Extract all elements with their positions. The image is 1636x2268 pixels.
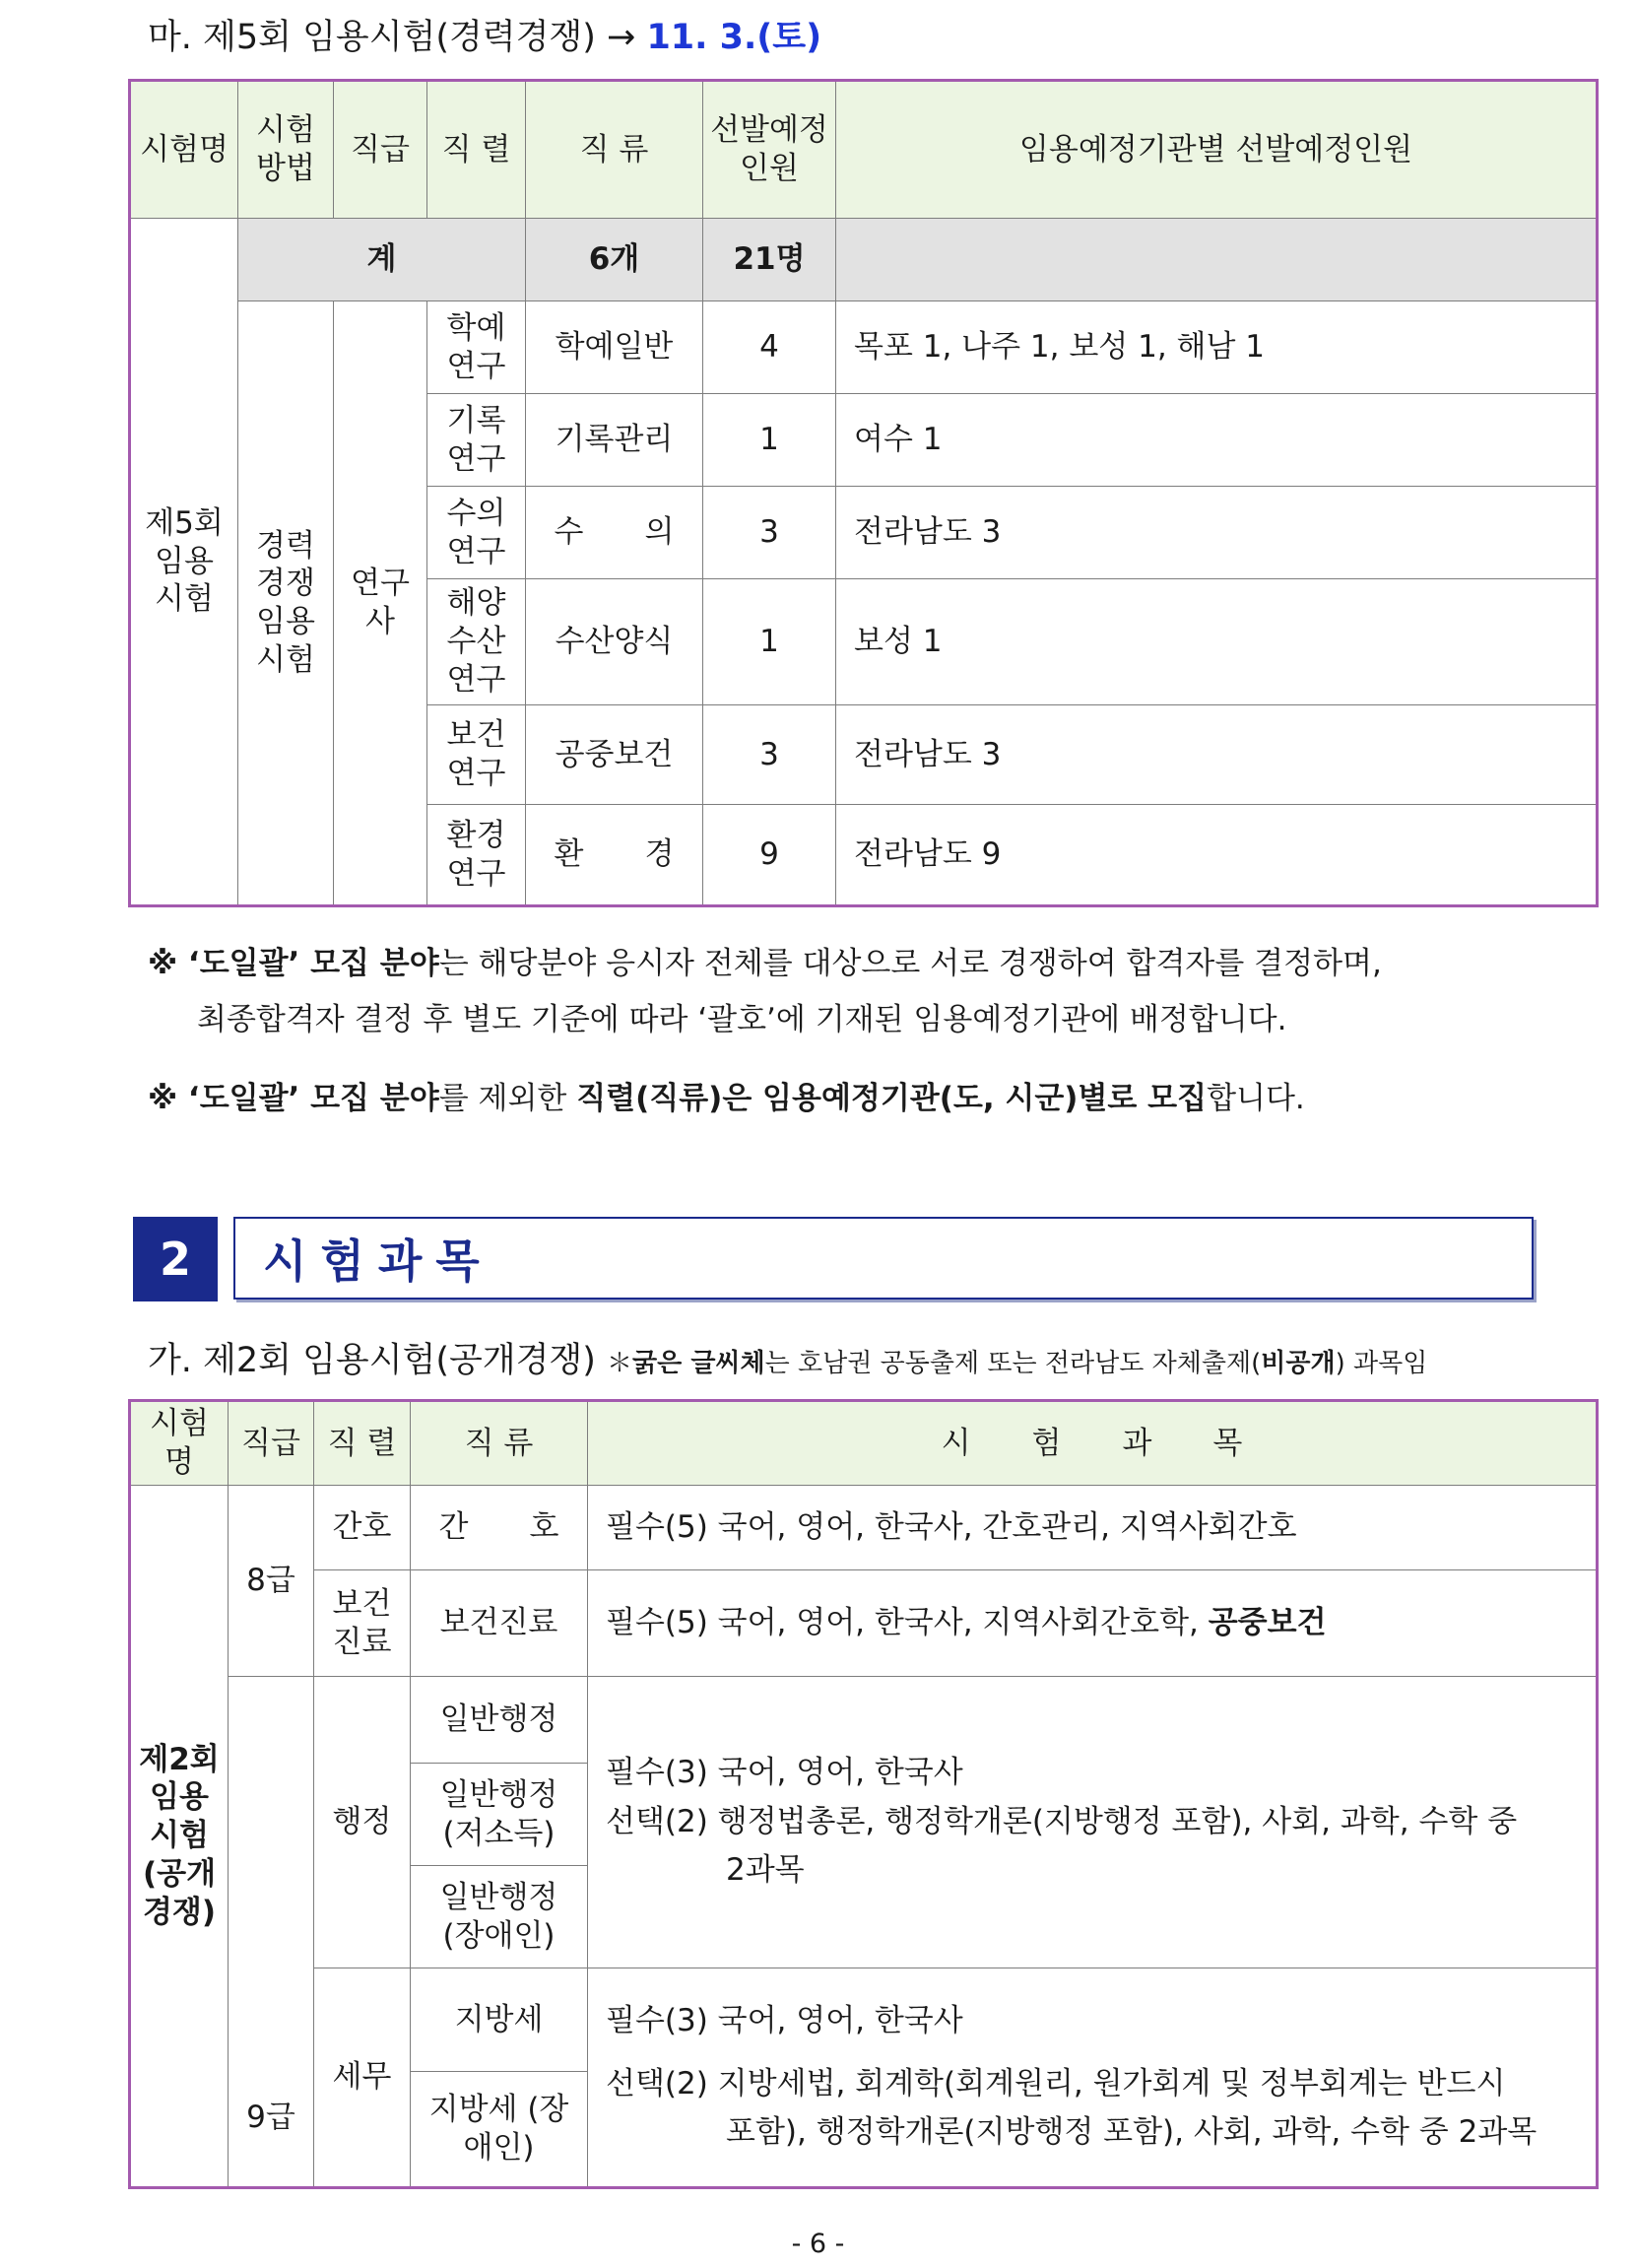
jikryeol-cell: 간호 bbox=[314, 1486, 411, 1570]
section-ma-heading bbox=[148, 10, 821, 59]
page-number: - 6 - bbox=[791, 2229, 845, 2259]
jikryu-cell: 지방세 (장애인) bbox=[411, 2072, 588, 2188]
jikryeol-cell: 세무 bbox=[314, 1968, 411, 2188]
table-5th-exam bbox=[128, 79, 1599, 907]
header-agency-count: 임용예정기관별 선발예정인원 bbox=[836, 81, 1598, 219]
elective-subjects-cont: 2과목 bbox=[726, 1852, 805, 1889]
agencies-cell: 여수 1 bbox=[836, 394, 1598, 487]
table-row bbox=[130, 1570, 1598, 1677]
grade-8-cell: 8급 bbox=[229, 1486, 314, 1677]
jikryu-cell: 환 경 bbox=[526, 805, 703, 906]
header-exam-method: 시험방법 bbox=[238, 81, 334, 219]
required-subjects: 필수(3) 국어, 영어, 한국사 bbox=[606, 2003, 963, 2039]
jikryeol-cell: 행정 bbox=[314, 1677, 411, 1968]
jikryu-cell: 수 의 bbox=[526, 487, 703, 579]
section-title: 시험과목 bbox=[233, 1217, 1534, 1300]
jikryeol-cell: 환경연구 bbox=[427, 805, 526, 906]
elective-subjects: 선택(2) 지방세법, 회계학(회계원리, 원가회계 및 정부회계는 반드시 bbox=[606, 2065, 1506, 2101]
header-subjects: 시 험 과 목 bbox=[588, 1401, 1598, 1486]
subjects-cell bbox=[588, 1677, 1598, 1968]
note-1-bold: ※ ‘도일괄’ 모집 분야 bbox=[148, 946, 439, 981]
note-2 bbox=[148, 1071, 1382, 1127]
header-jikryeol: 직 렬 bbox=[427, 81, 526, 219]
jikryu-cell: 일반행정 bbox=[411, 1677, 588, 1764]
elective-subjects-cont: 포함), 행정학개론(지방행정 포함), 사회, 과학, 수학 중 2과목 bbox=[726, 2114, 1538, 2151]
header-exam-name: 시험명 bbox=[130, 1401, 229, 1486]
jikryu-cell: 지방세 bbox=[411, 1968, 588, 2072]
header-jikryu: 직 류 bbox=[411, 1401, 588, 1486]
count-cell: 3 bbox=[703, 705, 836, 805]
header-jikryu: 직 류 bbox=[526, 81, 703, 219]
grade-cell: 연구사 bbox=[334, 301, 427, 906]
exam-date: 11. 3.(토) bbox=[646, 18, 822, 57]
subjects-bold: 공중보건 bbox=[1208, 1605, 1327, 1641]
exam-name-cell: 제2회 임용 시험 (공개 경쟁) bbox=[130, 1486, 229, 2188]
table-row bbox=[130, 301, 1598, 394]
table-row bbox=[130, 1968, 1598, 2072]
grade-9-cell: 9급 bbox=[229, 1677, 314, 2188]
table2-header-row bbox=[130, 1401, 1598, 1486]
total-agencies-blank bbox=[836, 219, 1598, 301]
subjects-cell bbox=[588, 1968, 1598, 2188]
table-row bbox=[130, 1677, 1598, 1764]
elective-subjects: 선택(2) 행정법총론, 행정학개론(지방행정 포함), 사회, 과학, 수학 중 bbox=[606, 1803, 1518, 1839]
table1-header-row bbox=[130, 81, 1598, 219]
table-row bbox=[130, 1486, 1598, 1570]
jikryu-cell: 간 호 bbox=[411, 1486, 588, 1570]
note-mid-text: 는 호남권 공동출제 또는 전라남도 자체출제( bbox=[764, 1349, 1262, 1378]
jikryu-cell: 일반행정 (저소득) bbox=[411, 1764, 588, 1866]
exam-name-cell: 제5회 임용 시험 bbox=[130, 219, 238, 906]
method-cell: 경력 경쟁 임용 시험 bbox=[238, 301, 334, 906]
section-number: 2 bbox=[133, 1217, 218, 1301]
jikryeol-cell: 학예연구 bbox=[427, 301, 526, 394]
count-cell: 3 bbox=[703, 487, 836, 579]
total-count: 6개 bbox=[526, 219, 703, 301]
count-cell: 1 bbox=[703, 394, 836, 487]
header-grade: 직급 bbox=[229, 1401, 314, 1486]
count-cell: 9 bbox=[703, 805, 836, 906]
jikryeol-cell: 기록연구 bbox=[427, 394, 526, 487]
header-planned-count: 선발예정인원 bbox=[703, 81, 836, 219]
note-2-bold-a: ※ ‘도일괄’ 모집 분야 bbox=[148, 1080, 439, 1116]
note-1-line2: 최종합격자 결정 후 별도 기준에 따라 ‘괄호’에 기재된 임용예정기관에 배정합니다. bbox=[197, 1002, 1287, 1038]
section-ga-heading bbox=[148, 1333, 1427, 1382]
jikryeol-cell: 보건연구 bbox=[427, 705, 526, 805]
subjects-cell bbox=[588, 1570, 1598, 1677]
total-persons: 21명 bbox=[703, 219, 836, 301]
note-2-bold-c: 직렬(직류)은 임용예정기관(도, 시군)별로 모집 bbox=[576, 1080, 1208, 1116]
note-bold-text: 굵은 글씨체 bbox=[632, 1349, 765, 1378]
subjects-text: 필수(5) 국어, 영어, 한국사, 지역사회간호학, bbox=[606, 1605, 1209, 1641]
jikryeol-cell: 보건진료 bbox=[314, 1570, 411, 1677]
subjects-cell: 필수(5) 국어, 영어, 한국사, 간호관리, 지역사회간호 bbox=[588, 1486, 1598, 1570]
jikryu-cell: 공중보건 bbox=[526, 705, 703, 805]
jikryu-cell: 학예일반 bbox=[526, 301, 703, 394]
jikryu-cell: 일반행정 (장애인) bbox=[411, 1866, 588, 1968]
note-1-rest: 는 해당분야 응시자 전체를 대상으로 서로 경쟁하여 합격자를 결정하며, bbox=[438, 946, 1382, 981]
note-end-text: ) 과목임 bbox=[1335, 1349, 1428, 1378]
required-subjects: 필수(3) 국어, 영어, 한국사 bbox=[606, 1755, 963, 1791]
jikryeol-cell: 수의연구 bbox=[427, 487, 526, 579]
agencies-cell: 전라남도 9 bbox=[836, 805, 1598, 906]
header-exam-name: 시험명 bbox=[130, 81, 238, 219]
jikryu-cell: 보건진료 bbox=[411, 1570, 588, 1677]
agencies-cell: 목포 1, 나주 1, 보성 1, 해남 1 bbox=[836, 301, 1598, 394]
jikryeol-cell: 해양수산연구 bbox=[427, 579, 526, 705]
arrow: → bbox=[595, 18, 647, 57]
header-jikryeol: 직 렬 bbox=[314, 1401, 411, 1486]
count-cell: 4 bbox=[703, 301, 836, 394]
table1-total-row bbox=[130, 219, 1598, 301]
jikryu-cell: 수산양식 bbox=[526, 579, 703, 705]
agencies-cell: 전라남도 3 bbox=[836, 705, 1598, 805]
note-2-plain-b: 를 제외한 bbox=[438, 1080, 577, 1116]
note-bold-nonpublic: 비공개 bbox=[1261, 1349, 1336, 1378]
section-ga-label: 가. 제2회 임용시험(공개경쟁) bbox=[148, 1341, 596, 1380]
table-2nd-exam-subjects bbox=[128, 1399, 1599, 2189]
notes-block bbox=[148, 936, 1382, 1127]
section-ma-label: 마. 제5회 임용시험(경력경쟁) bbox=[148, 18, 596, 57]
note-2-plain-d: 합니다. bbox=[1207, 1080, 1305, 1116]
jikryu-cell: 기록관리 bbox=[526, 394, 703, 487]
star-mark: ＊ bbox=[607, 1349, 633, 1378]
header-grade: 직급 bbox=[334, 81, 427, 219]
bold-note bbox=[607, 1349, 1427, 1378]
count-cell: 1 bbox=[703, 579, 836, 705]
agencies-cell: 전라남도 3 bbox=[836, 487, 1598, 579]
note-1 bbox=[148, 936, 1382, 992]
total-label: 계 bbox=[238, 219, 526, 301]
agencies-cell: 보성 1 bbox=[836, 579, 1598, 705]
